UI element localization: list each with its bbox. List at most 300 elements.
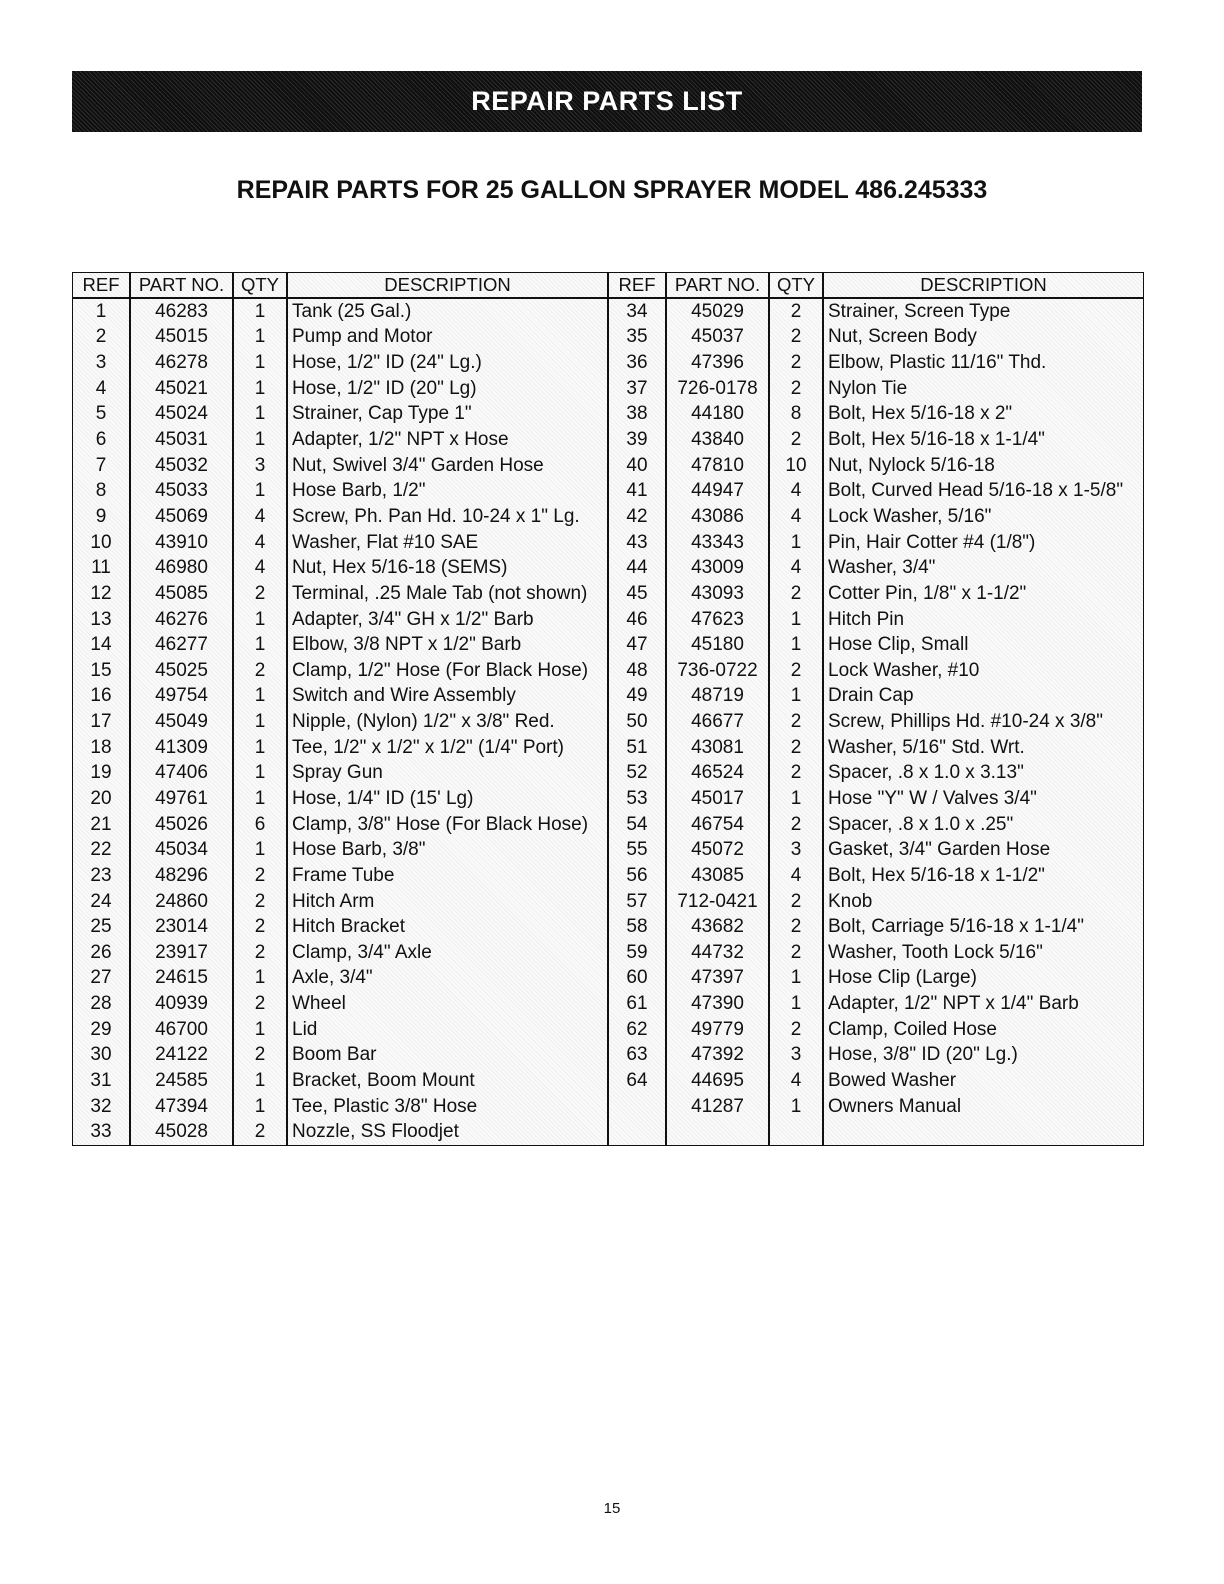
- table-row: [609, 1043, 1143, 1069]
- part-no-cell: 24122: [129, 1043, 232, 1069]
- ref-cell: 24: [90, 890, 112, 912]
- qty-cell: 2: [768, 735, 822, 761]
- part-no-cell: 43086: [665, 504, 768, 530]
- ref-cell: 59: [626, 941, 648, 963]
- header-ref: REF: [82, 274, 120, 295]
- ref-cell: 47: [626, 634, 648, 656]
- qty-cell: 4: [232, 504, 286, 530]
- part-no-cell: 41309: [129, 735, 232, 761]
- ref-cell: 33: [90, 1121, 112, 1143]
- part-no-cell: 43093: [665, 581, 768, 607]
- qty-cell: 2: [232, 863, 286, 889]
- qty-cell: 1: [768, 632, 822, 658]
- qty-cell: 6: [232, 812, 286, 838]
- qty-cell: 2: [232, 658, 286, 684]
- table-row: [609, 530, 1143, 556]
- table-row: [609, 427, 1143, 453]
- qty-cell: 2: [768, 812, 822, 838]
- part-no-cell: 46980: [129, 555, 232, 581]
- table-row: [609, 837, 1143, 863]
- description-cell: Nut, Hex 5/16-18 (SEMS): [286, 555, 607, 581]
- ref-cell: [609, 1120, 665, 1146]
- description-cell: Nut, Swivel 3/4" Garden Hose: [286, 453, 607, 479]
- part-no-cell: 47397: [665, 966, 768, 992]
- ref-cell: 6: [95, 429, 107, 451]
- part-no-cell: 43682: [665, 914, 768, 940]
- ref-cell: 45: [626, 582, 648, 604]
- qty-cell: 1: [232, 1017, 286, 1043]
- ref-cell: 49: [626, 685, 648, 707]
- part-no-cell: 47623: [665, 607, 768, 633]
- table-row: [73, 863, 607, 889]
- description-cell: Spacer, .8 x 1.0 x .25": [822, 812, 1143, 838]
- table-row: [609, 966, 1143, 992]
- qty-cell: 1: [232, 478, 286, 504]
- qty-cell: 3: [232, 453, 286, 479]
- table-row: [73, 1017, 607, 1043]
- description-cell: Hose Barb, 3/8": [286, 837, 607, 863]
- table-row: [73, 1068, 607, 1094]
- description-cell: Boom Bar: [286, 1043, 607, 1069]
- description-cell: Hose Clip, Small: [822, 632, 1143, 658]
- table-row: [73, 786, 607, 812]
- table-row: [609, 658, 1143, 684]
- qty-cell: 1: [232, 325, 286, 351]
- table-row: [609, 735, 1143, 761]
- description-cell: Washer, 3/4": [822, 555, 1143, 581]
- table-row: [73, 889, 607, 915]
- description-cell: Knob: [822, 889, 1143, 915]
- qty-cell: 1: [232, 966, 286, 992]
- qty-cell: 2: [768, 1017, 822, 1043]
- qty-cell: 1: [768, 1094, 822, 1120]
- qty-cell: 1: [232, 1068, 286, 1094]
- ref-cell: 60: [626, 967, 648, 989]
- ref-cell: 53: [626, 787, 648, 809]
- part-no-cell: 47406: [129, 761, 232, 787]
- description-cell: Nut, Nylock 5/16-18: [822, 453, 1143, 479]
- ref-cell: 1: [95, 300, 107, 322]
- ref-cell: 48: [626, 659, 648, 681]
- part-no-cell: 45072: [665, 837, 768, 863]
- description-cell: Drain Cap: [822, 684, 1143, 710]
- ref-cell: 52: [626, 762, 648, 784]
- table-row: [73, 350, 607, 376]
- part-no-cell: 726-0178: [665, 376, 768, 402]
- ref-cell: 8: [95, 480, 107, 502]
- description-cell: Hose Barb, 1/2": [286, 478, 607, 504]
- ref-cell: 12: [90, 582, 112, 604]
- description-cell: Bracket, Boom Mount: [286, 1068, 607, 1094]
- description-cell: Frame Tube: [286, 863, 607, 889]
- qty-cell: 2: [768, 427, 822, 453]
- part-no-cell: 45026: [129, 812, 232, 838]
- qty-cell: 1: [232, 350, 286, 376]
- part-no-cell: 49761: [129, 786, 232, 812]
- description-cell: Elbow, Plastic 11/16" Thd.: [822, 350, 1143, 376]
- qty-cell: 1: [232, 427, 286, 453]
- table-row: [609, 709, 1143, 735]
- part-no-cell: 49754: [129, 684, 232, 710]
- ref-cell: 43: [626, 531, 648, 553]
- table-row: [73, 581, 607, 607]
- description-cell: Gasket, 3/4" Garden Hose: [822, 837, 1143, 863]
- ref-cell: 36: [626, 352, 648, 374]
- part-no-cell: 23917: [129, 940, 232, 966]
- description-cell: Screw, Phillips Hd. #10-24 x 3/8": [822, 709, 1143, 735]
- table-row: [73, 1043, 607, 1069]
- parts-table-left: [73, 273, 607, 1145]
- ref-cell: 26: [90, 941, 112, 963]
- ref-cell: 30: [90, 1044, 112, 1066]
- qty-cell: 1: [232, 735, 286, 761]
- ref-cell: 42: [626, 505, 648, 527]
- ref-cell: 54: [626, 813, 648, 835]
- qty-cell: 1: [232, 632, 286, 658]
- part-no-cell: 43910: [129, 530, 232, 556]
- description-cell: Adapter, 1/2" NPT x Hose: [286, 427, 607, 453]
- part-no-cell: 23014: [129, 914, 232, 940]
- part-no-cell: 47390: [665, 991, 768, 1017]
- part-no-cell: 45180: [665, 632, 768, 658]
- part-no-cell: 44180: [665, 402, 768, 428]
- page-title: REPAIR PARTS FOR 25 GALLON SPRAYER MODEL 486.245333: [236, 176, 988, 204]
- qty-cell: 3: [768, 1043, 822, 1069]
- qty-cell: [768, 1120, 822, 1146]
- table-row: [73, 658, 607, 684]
- ref-cell: 25: [90, 916, 112, 938]
- ref-cell: 51: [626, 736, 648, 758]
- description-cell: Hose, 3/8" ID (20" Lg.): [822, 1043, 1143, 1069]
- table-row: [609, 1068, 1143, 1094]
- table-row: [609, 991, 1143, 1017]
- table-row: [609, 1120, 1143, 1146]
- description-cell: Axle, 3/4": [286, 966, 607, 992]
- qty-cell: 1: [232, 1094, 286, 1120]
- qty-cell: 1: [232, 299, 286, 325]
- part-no-cell: 46283: [129, 299, 232, 325]
- description-cell: Screw, Ph. Pan Hd. 10-24 x 1" Lg.: [286, 504, 607, 530]
- description-cell: Wheel: [286, 991, 607, 1017]
- qty-cell: 2: [232, 940, 286, 966]
- qty-cell: 4: [768, 555, 822, 581]
- part-no-cell: 46677: [665, 709, 768, 735]
- qty-cell: 2: [768, 299, 822, 325]
- part-no-cell: 24860: [129, 889, 232, 915]
- part-no-cell: 49779: [665, 1017, 768, 1043]
- description-cell: Hose "Y" W / Valves 3/4": [822, 786, 1143, 812]
- part-no-cell: 44695: [665, 1068, 768, 1094]
- part-no-cell: 45032: [129, 453, 232, 479]
- description-cell: Tank (25 Gal.): [286, 299, 607, 325]
- description-cell: Nipple, (Nylon) 1/2" x 3/8" Red.: [286, 709, 607, 735]
- description-cell: Bolt, Carriage 5/16-18 x 1-1/4": [822, 914, 1143, 940]
- table-row: [73, 376, 607, 402]
- description-cell: Bowed Washer: [822, 1068, 1143, 1094]
- ref-cell: 39: [626, 429, 648, 451]
- description-cell: Nozzle, SS Floodjet: [286, 1120, 607, 1146]
- description-cell: Strainer, Cap Type 1": [286, 402, 607, 428]
- part-no-cell: 24585: [129, 1068, 232, 1094]
- qty-cell: 3: [768, 837, 822, 863]
- ref-cell: 10: [90, 531, 112, 553]
- table-row: [73, 914, 607, 940]
- qty-cell: 1: [768, 991, 822, 1017]
- ref-cell: 5: [95, 403, 107, 425]
- table-row: [73, 402, 607, 428]
- ref-cell: 32: [90, 1095, 112, 1117]
- part-no-cell: 45029: [665, 299, 768, 325]
- table-row: [73, 453, 607, 479]
- ref-cell: [609, 1094, 665, 1120]
- header-part-no: PART NO.: [129, 273, 232, 297]
- header-qty: QTY: [232, 273, 286, 297]
- part-no-cell: 46524: [665, 761, 768, 787]
- description-cell: Hose, 1/4" ID (15' Lg): [286, 786, 607, 812]
- ref-cell: 44: [626, 557, 648, 579]
- part-no-cell: 45033: [129, 478, 232, 504]
- description-cell: Hose, 1/2" ID (20" Lg): [286, 376, 607, 402]
- table-row: [73, 940, 607, 966]
- table-row: [73, 478, 607, 504]
- description-cell: Lock Washer, #10: [822, 658, 1143, 684]
- table-row: [609, 632, 1143, 658]
- qty-cell: 4: [768, 478, 822, 504]
- qty-cell: 2: [768, 940, 822, 966]
- part-no-cell: 45021: [129, 376, 232, 402]
- qty-cell: 2: [768, 581, 822, 607]
- qty-cell: 4: [768, 863, 822, 889]
- table-row: [73, 684, 607, 710]
- ref-cell: 11: [91, 557, 111, 579]
- qty-cell: 2: [768, 761, 822, 787]
- qty-cell: 1: [232, 709, 286, 735]
- qty-cell: 2: [232, 1043, 286, 1069]
- description-cell: Spacer, .8 x 1.0 x 3.13": [822, 761, 1143, 787]
- table-row: [73, 299, 607, 325]
- description-cell: Nylon Tie: [822, 376, 1143, 402]
- part-no-cell: 43009: [665, 555, 768, 581]
- qty-cell: 1: [232, 761, 286, 787]
- table-row: [73, 735, 607, 761]
- table-row: [609, 504, 1143, 530]
- part-no-cell: 46700: [129, 1017, 232, 1043]
- ref-cell: 16: [90, 685, 112, 707]
- description-cell: Cotter Pin, 1/8" x 1-1/2": [822, 581, 1143, 607]
- banner-title: REPAIR PARTS LIST: [471, 86, 743, 116]
- part-no-cell: 45069: [129, 504, 232, 530]
- qty-cell: 1: [232, 786, 286, 812]
- parts-table: [72, 272, 1144, 1146]
- description-cell: Tee, 1/2" x 1/2" x 1/2" (1/4" Port): [286, 735, 607, 761]
- ref-cell: 40: [626, 454, 648, 476]
- table-row: [73, 966, 607, 992]
- table-row: [73, 607, 607, 633]
- qty-cell: 4: [768, 1068, 822, 1094]
- description-cell: Bolt, Hex 5/16-18 x 2": [822, 402, 1143, 428]
- ref-cell: 23: [90, 864, 112, 886]
- table-row: [609, 555, 1143, 581]
- qty-cell: 2: [768, 709, 822, 735]
- table-row: [609, 940, 1143, 966]
- part-no-cell: 48296: [129, 863, 232, 889]
- table-row: [609, 914, 1143, 940]
- description-cell: Nut, Screen Body: [822, 325, 1143, 351]
- qty-cell: 2: [768, 658, 822, 684]
- table-row: [73, 761, 607, 787]
- description-cell: Hitch Bracket: [286, 914, 607, 940]
- table-row: [609, 863, 1143, 889]
- part-no-cell: 47392: [665, 1043, 768, 1069]
- table-row: [609, 761, 1143, 787]
- table-row: [609, 1017, 1143, 1043]
- section-banner: [72, 71, 1142, 132]
- qty-cell: 10: [768, 453, 822, 479]
- page-number: 15: [603, 1500, 621, 1517]
- part-no-cell: 45037: [665, 325, 768, 351]
- table-row: [73, 555, 607, 581]
- part-no-cell: 46278: [129, 350, 232, 376]
- ref-cell: 15: [90, 659, 112, 681]
- table-row: [609, 299, 1143, 325]
- part-no-cell: 45085: [129, 581, 232, 607]
- qty-cell: 8: [768, 402, 822, 428]
- part-no-cell: 45049: [129, 709, 232, 735]
- description-cell: Pump and Motor: [286, 325, 607, 351]
- ref-cell: 41: [626, 480, 648, 502]
- qty-cell: 2: [768, 376, 822, 402]
- header-qty: QTY: [768, 273, 822, 297]
- qty-cell: 2: [768, 350, 822, 376]
- part-no-cell: 45024: [129, 402, 232, 428]
- description-cell: Hitch Pin: [822, 607, 1143, 633]
- part-no-cell: 46754: [665, 812, 768, 838]
- description-cell: Pin, Hair Cotter #4 (1/8"): [822, 530, 1143, 556]
- table-row: [73, 991, 607, 1017]
- table-row: [609, 478, 1143, 504]
- description-cell: Adapter, 3/4" GH x 1/2" Barb: [286, 607, 607, 633]
- qty-cell: 4: [232, 555, 286, 581]
- ref-cell: 34: [626, 300, 648, 322]
- ref-cell: 18: [90, 736, 112, 758]
- description-cell: Lid: [286, 1017, 607, 1043]
- part-no-cell: 736-0722: [665, 658, 768, 684]
- qty-cell: 2: [232, 889, 286, 915]
- ref-cell: 63: [626, 1044, 648, 1066]
- ref-cell: 9: [95, 505, 107, 527]
- qty-cell: 1: [232, 684, 286, 710]
- table-header: [609, 273, 1143, 299]
- description-cell: Terminal, .25 Male Tab (not shown): [286, 581, 607, 607]
- table-row: [73, 325, 607, 351]
- table-row: [609, 402, 1143, 428]
- ref-cell: 27: [90, 967, 112, 989]
- description-cell: Adapter, 1/2" NPT x 1/4" Barb: [822, 991, 1143, 1017]
- ref-cell: 29: [90, 1018, 112, 1040]
- table-row: [73, 709, 607, 735]
- table-header: [73, 273, 607, 299]
- part-no-cell: 43085: [665, 863, 768, 889]
- table-row: [73, 530, 607, 556]
- ref-cell: 4: [95, 377, 107, 399]
- qty-cell: 1: [768, 684, 822, 710]
- part-no-cell: 40939: [129, 991, 232, 1017]
- description-cell: Washer, Flat #10 SAE: [286, 530, 607, 556]
- part-no-cell: 45015: [129, 325, 232, 351]
- part-no-cell: 43081: [665, 735, 768, 761]
- table-row: [609, 581, 1143, 607]
- part-no-cell: 45031: [129, 427, 232, 453]
- part-no-cell: 44947: [665, 478, 768, 504]
- qty-cell: 2: [768, 914, 822, 940]
- table-row: [609, 376, 1143, 402]
- table-row: [609, 786, 1143, 812]
- part-no-cell: 47396: [665, 350, 768, 376]
- table-row: [73, 504, 607, 530]
- qty-cell: 1: [768, 530, 822, 556]
- ref-cell: 17: [90, 711, 112, 733]
- description-cell: Owners Manual: [822, 1094, 1143, 1120]
- part-no-cell: 712-0421: [665, 889, 768, 915]
- part-no-cell: 44732: [665, 940, 768, 966]
- ref-cell: 14: [90, 634, 112, 656]
- table-row: [73, 427, 607, 453]
- ref-cell: 35: [626, 326, 648, 348]
- table-row: [73, 1120, 607, 1146]
- description-cell: Tee, Plastic 3/8" Hose: [286, 1094, 607, 1120]
- qty-cell: 1: [232, 607, 286, 633]
- qty-cell: 1: [232, 402, 286, 428]
- part-no-cell: 45017: [665, 786, 768, 812]
- ref-cell: 13: [90, 608, 112, 630]
- ref-cell: 46: [626, 608, 648, 630]
- description-cell: Washer, Tooth Lock 5/16": [822, 940, 1143, 966]
- table-row: [73, 812, 607, 838]
- description-cell: Spray Gun: [286, 761, 607, 787]
- part-no-cell: 45028: [129, 1120, 232, 1146]
- part-no-cell: 46277: [129, 632, 232, 658]
- qty-cell: 2: [232, 581, 286, 607]
- ref-cell: 37: [626, 377, 648, 399]
- qty-cell: 4: [768, 504, 822, 530]
- ref-cell: 3: [95, 352, 107, 374]
- part-no-cell: 46276: [129, 607, 232, 633]
- description-cell: Clamp, Coiled Hose: [822, 1017, 1143, 1043]
- table-row: [609, 684, 1143, 710]
- table-row: [73, 1094, 607, 1120]
- description-cell: Lock Washer, 5/16": [822, 504, 1143, 530]
- qty-cell: 2: [768, 889, 822, 915]
- qty-cell: 1: [232, 837, 286, 863]
- part-no-cell: 43840: [665, 427, 768, 453]
- qty-cell: 1: [768, 786, 822, 812]
- qty-cell: 1: [232, 376, 286, 402]
- part-no-cell: 47394: [129, 1094, 232, 1120]
- table-row: [609, 325, 1143, 351]
- qty-cell: 2: [768, 325, 822, 351]
- part-no-cell: [665, 1120, 768, 1146]
- header-ref: REF: [618, 274, 656, 295]
- table-row: [73, 837, 607, 863]
- ref-cell: 20: [90, 787, 112, 809]
- ref-cell: 31: [90, 1070, 112, 1092]
- description-cell: Clamp, 3/8" Hose (For Black Hose): [286, 812, 607, 838]
- ref-cell: 56: [626, 864, 648, 886]
- ref-cell: 50: [626, 711, 648, 733]
- ref-cell: 57: [626, 890, 648, 912]
- description-cell: Clamp, 3/4" Axle: [286, 940, 607, 966]
- ref-cell: 61: [626, 993, 648, 1015]
